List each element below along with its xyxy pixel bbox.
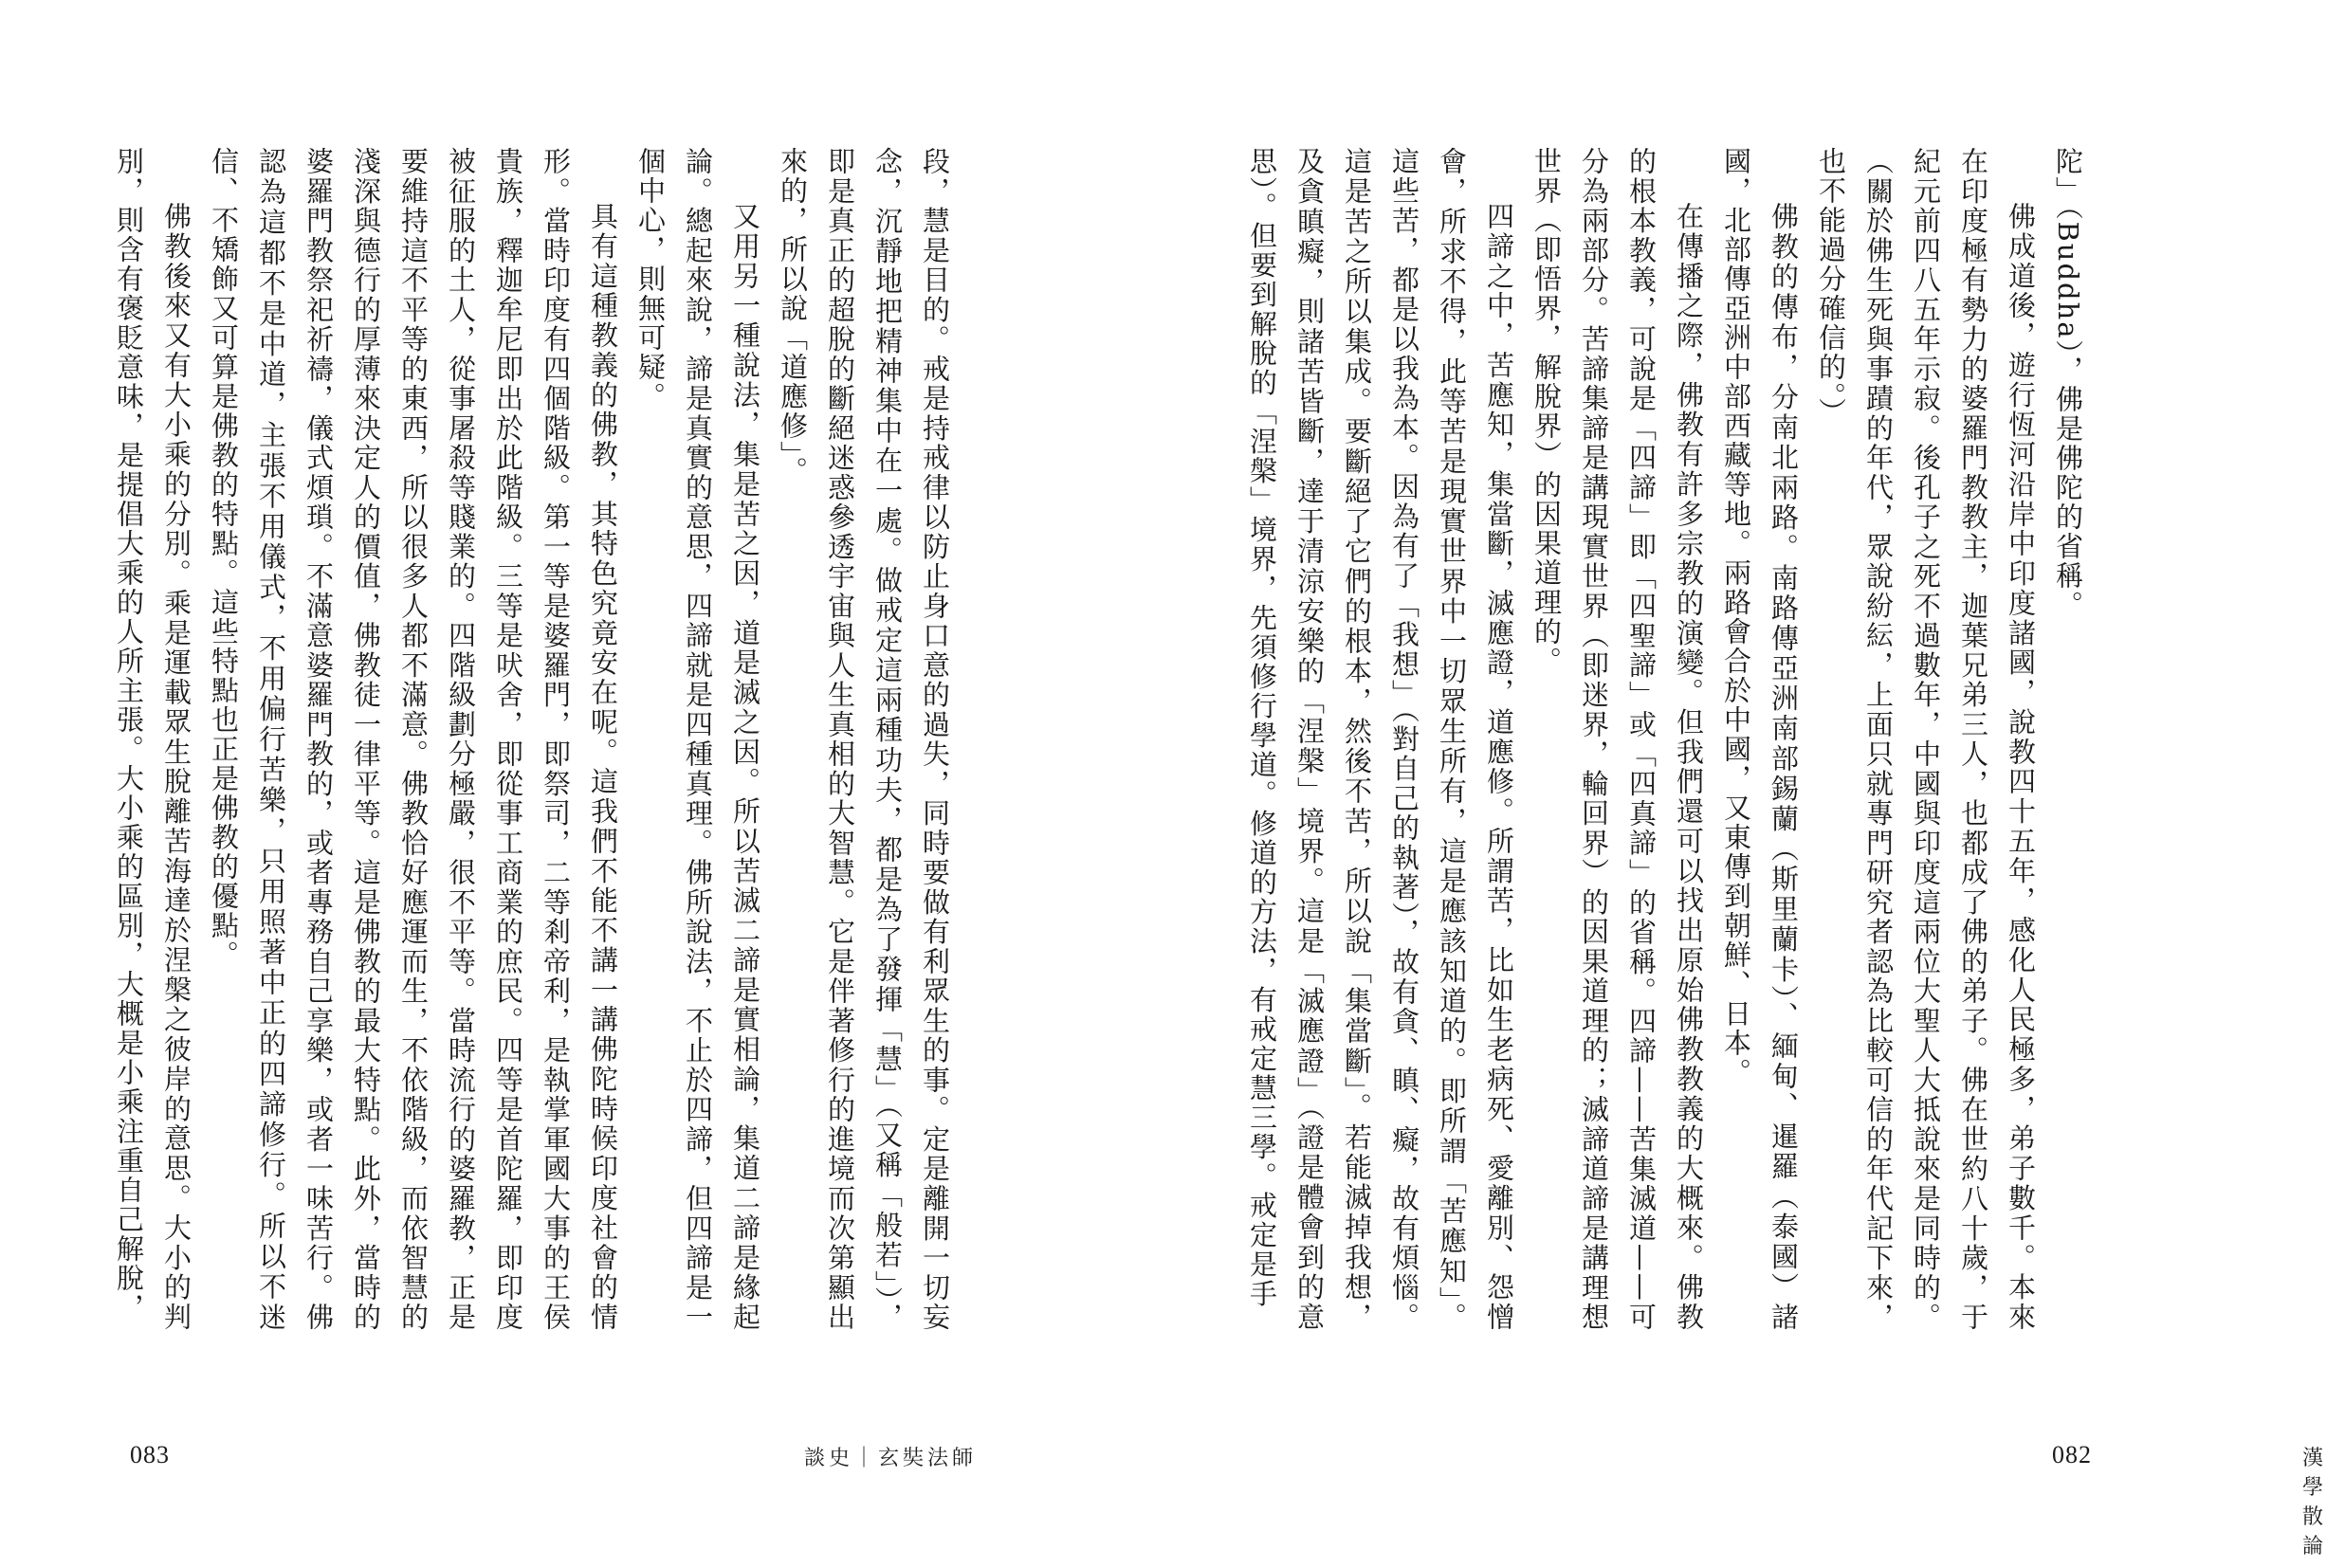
left-page — [0, 0, 1106, 1568]
paragraph: 具有這種教義的佛教，其特色究竟安在呢。這我們不能不講一講佛陀時候印度社會的情形。當時印度有四個階級。第一等是婆羅門，即祭司，二等剎帝利，是執掌軍國大事的王侯貴族，釋迦牟尼即出於此階級。三等是吠舍，即從事工商業的庶民。四等是首陀羅，即印度被征服的土人，從事屠殺等賤業的。四階級劃分極嚴，很不平等。當時流行的婆羅教，正是要維持這不平等的東西，所以很多人都不滿意。佛教恰好應運而生，不依階級，而依智慧的淺深與德行的厚薄來決定人的價值，佛教徒一律平等。這是佛教的最大特點。此外，當時的婆羅門教祭祀祈禱，儀式煩瑣。不滿意婆羅門教的，或者專務自己享樂，或者一味苦行。佛認為這都不是中道，主張不用儀式，不用偏行苦樂，只用照著中正的四諦修行。所以不迷信、不矯飾又可算是佛教的特點。這些特點也正是佛教的優點。 — [208, 147, 619, 1332]
paragraph: 陀」（Buddha），佛是佛陀的省稱。 — [2052, 147, 2084, 621]
right-page — [1106, 0, 2327, 1568]
paragraph: 佛成道後，遊行恆河沿岸中印度諸國，說教四十五年，感化人民極多，弟子數千。本來在印度極有勢力的婆羅門教教主，迦葉兄弟三人，也都成了佛的弟子。佛在世約八十歲，于紀元前四八五年示寂。後孔子之死不過數年，中國與印度這兩位大聖人大抵說來是同時的。（關於佛生死與事蹟的年代，眾說紛紜，上面只就專門研究者認為比較可信的年代記下來，也不能過分確信的。） — [1815, 147, 2037, 1332]
running-head: 漢學散論 — [2302, 1447, 2327, 1559]
left-page-text — [115, 147, 959, 1332]
paragraph: 佛教的傳布，分南北兩路。南路傳亞洲南部錫蘭（斯里蘭卡）、緬甸、暹羅（泰國）諸國，北部傳亞洲中部西藏等地。兩路會合於中國，又東傳到朝鮮、日本。 — [1720, 147, 1800, 1332]
right-page-text — [1219, 147, 2092, 1332]
page-number: 082 — [2052, 1441, 2092, 1468]
paragraph: 四諦之中，苦應知，集當斷，滅應證，道應修。所謂苦，比如生老病死、愛離別、怨憎會，所求不得，此等苦是現實世界中一切眾生所有，這是應該知道的。即所謂「苦應知」。這些苦，都是以我為本。因為有了「我想」（對自己的執著），故有貪、瞋、癡，故有煩惱。這是苦之所以集成。要斷絕了它們的根本，然後不苦，所以說「集當斷」。若能滅掉我想，及貪瞋癡，則諸苦皆斷，達于清涼安樂的「涅槃」境界。這是「滅應證」（證是體會到的意思）。但要到解脫的「涅槃」境界，先須修行學道。修道的方法，有戒定慧三學。戒定是手 — [1246, 147, 1515, 1332]
paragraph: 佛教後來又有大小乘的分別。乘是運載眾生脫離苦海達於涅槃之彼岸的意思。大小的判別，則含有褒貶意味，是提倡大乘的人所主張。大小乘的區別，大概是小乘注重自己解脫， — [113, 147, 192, 1332]
paragraph: 又用另一種說法，集是苦之因，道是滅之因。所以苦滅二諦是實相論，集道二諦是緣起論。總起來說，諦是真實的意思，四諦就是四種真理。佛所說法，不止於四諦，但四諦是一個中心，則無可疑。 — [634, 147, 761, 1332]
running-head: 談史｜玄奘法師 — [804, 1447, 978, 1470]
page-number: 083 — [130, 1441, 170, 1468]
paragraph: 在傳播之際，佛教有許多宗教的演變。但我們還可以找出原始佛教教義的大概來。佛教的根本教義，可說是「四諦」即「四聖諦」或「四真諦」的省稱。四諦——苦集滅道——可分為兩部分。苦諦集諦是講現實世界（即迷界，輪回界）的因果道理的；滅諦道諦是講理想世界（即悟界，解脫界）的因果道理的。 — [1530, 147, 1705, 1332]
paragraph: 段，慧是目的。戒是持戒律以防止身口意的過失，同時要做有利眾生的事。定是離開一切妄念，沉靜地把精神集中在一處。做戒定這兩種功夫，都是為了發揮「慧」（又稱「般若」），即是真正的超脫的斷絕迷惑參透宇宙與人生真相的大智慧。它是伴著修行的進境而次第顯出來的，所以說「道應修」。 — [777, 147, 951, 1332]
